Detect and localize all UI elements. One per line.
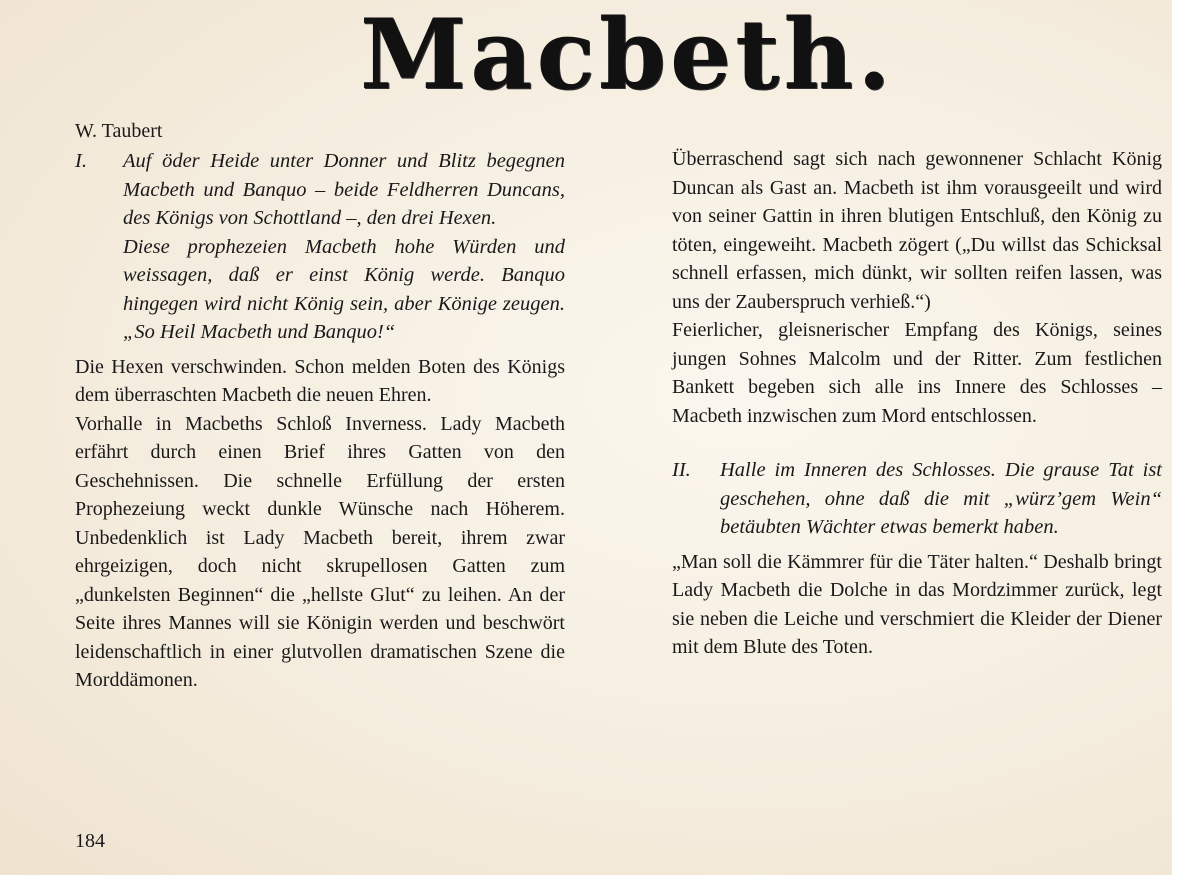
right-column [672, 145, 1162, 662]
section-paragraph: Diese prophezeien Macbeth hohe Würden und weissagen, daß er einst König werde. Banquo hingegen wird nicht König sein, aber Könige zeugen. „So Heil Macbeth und Banquo!“ [123, 235, 565, 343]
body-paragraph: Feierlicher, gleisnerischer Empfang des Königs, seines jungen Sohnes Malcolm und der Ritter. Zum festlichen Bankett begeben sich alle ins Innere des Schlosses – Macbeth inzwischen zum Mord entschlossen. [672, 319, 1162, 427]
section-numeral: I. [75, 150, 87, 172]
section-two [672, 456, 1162, 542]
section-paragraph: Halle im Inneren des Schlosses. Die grause Tat ist geschehen, ohne daß die mit „würz’gem Wein“ betäubten Wächter etwas bemerkt haben. [720, 459, 1162, 538]
body-paragraph: Vorhalle in Macbeths Schloß Inverness. Lady Macbeth erfährt durch einen Brief ihres Gatten von den Geschehnissen. Die schnelle Erfüllung der ersten Prophezeiung weckt dunkle Wünsche nach Höherem. Unbedenklich ist Lady Macbeth bereit, ihrem zwar ehrgeizigen, doch nicht skrupellosen Gatten zum „dunkelsten Beginnen“ die „hellste Glut“ zu leihen. An der Seite ihres Mannes will sie Königin werden und beschwört leidenschaftlich in einer glutvollen dramatischen Szene die Morddämonen. [75, 412, 565, 691]
body-paragraph: Überraschend sagt sich nach gewonnener Schlacht König Duncan als Gast an. Macbeth ist ihm vorausgeeilt und wird von seiner Gattin in ihren blutigen Entschluß, den König zu töten, eingeweiht. Macbeth zögert („Du willst das Schicksal schnell erfassen, mich dünkt, wir sollten reifen lassen, was uns der Zauberspruch verhieß.“) [672, 148, 1162, 313]
section-one [75, 147, 565, 347]
body-paragraph: „Man soll die Kämmrer für die Täter halten.“ Deshalb bringt Lady Macbeth die Dolche in das Mordzimmer zurück, legt sie neben die Leiche und verschmiert die Kleider der Diener mit dem Blute des Toten. [672, 550, 1162, 658]
left-column [75, 147, 565, 695]
section-paragraph: Auf öder Heide unter Donner und Blitz begegnen Macbeth und Banquo – beide Feldherren Duncans, des Königs von Schottland –, den drei Hexen. [123, 150, 565, 229]
body-paragraph: Die Hexen verschwinden. Schon melden Boten des Königs dem überraschten Macbeth die neuen Ehren. [75, 355, 565, 406]
page-edge [1172, 0, 1200, 875]
page-number: 184 [75, 830, 105, 852]
section-numeral: II. [672, 459, 691, 481]
author-name: W. Taubert [75, 120, 163, 142]
page-title: Macbeth. [360, 0, 895, 111]
